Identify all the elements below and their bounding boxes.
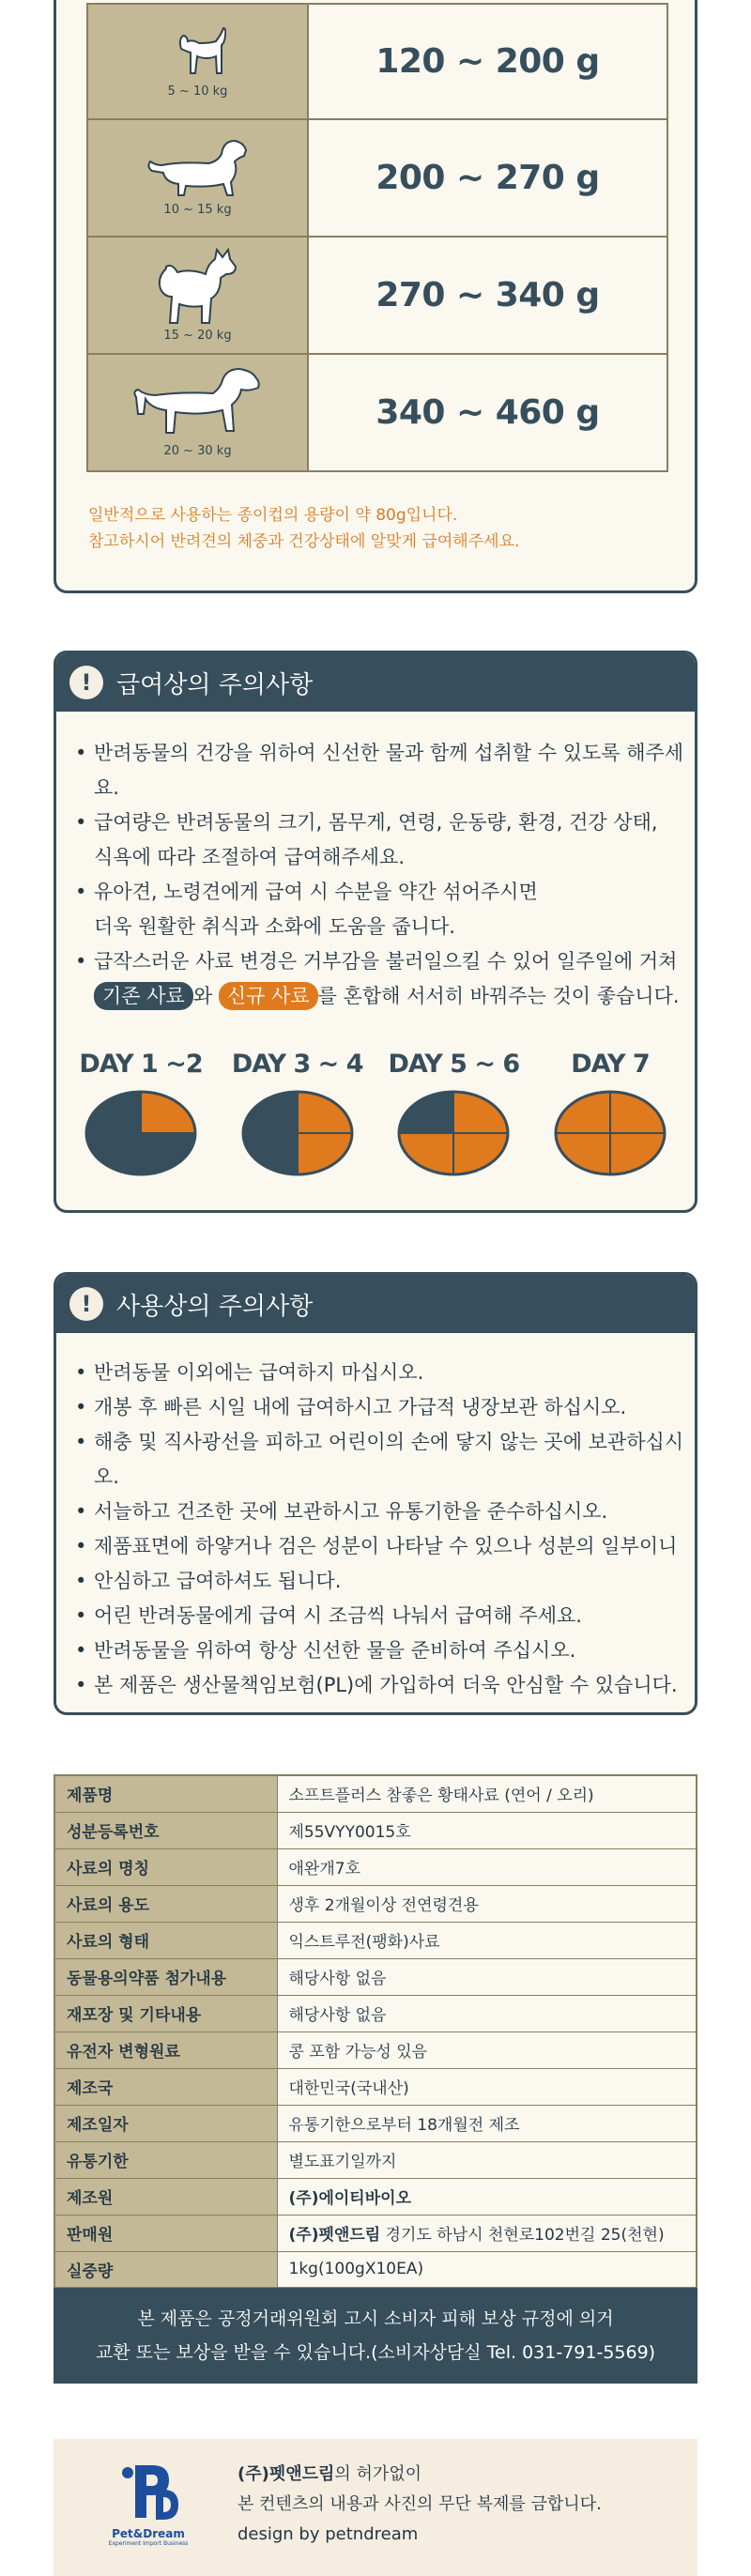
logo-text: Pet&Dream bbox=[112, 2527, 185, 2540]
info-key: 동물용의약품 첨가내용 bbox=[54, 1958, 277, 1995]
product-info-table bbox=[54, 1774, 697, 2289]
feeding-note-line: 일반적으로 사용하는 종이컵의 용량이 약 80g입니다. bbox=[88, 506, 458, 525]
feeding-row bbox=[86, 120, 668, 238]
transition-text: 를 혼합해 서서히 바꿔주는 것이 좋습니다. bbox=[317, 985, 680, 1007]
info-key: 판매원 bbox=[54, 2215, 277, 2251]
info-key: 유전자 변형원료 bbox=[54, 2032, 277, 2068]
mix-ratio-pie bbox=[552, 1088, 668, 1178]
day-label: DAY 5 ~ 6 bbox=[388, 1050, 520, 1079]
info-value: 별도표기일까지 bbox=[277, 2141, 697, 2178]
brand-logo bbox=[97, 2461, 200, 2547]
info-value: 유통기한으로부터 18개월전 제조 bbox=[277, 2105, 697, 2141]
info-key: 실중량 bbox=[54, 2251, 277, 2288]
caution-item: • 급작스러운 사료 변경은 거부감을 불러일으킬 수 있어 일주일에 거쳐 기존 사료 와 신규 사료 를 혼합해 서서히 바꿔주는 것이 좋습니다. bbox=[75, 944, 695, 1014]
copyright-line: design by petndream bbox=[238, 2524, 419, 2544]
table-row bbox=[54, 2068, 697, 2105]
caution-item: • 급여량은 반려동물의 크기, 몸무게, 연령, 운동량, 환경, 건강 상태, 식욕에 따라 조절하여 급여해주세요. bbox=[75, 805, 695, 875]
medium-large-dog-icon bbox=[153, 248, 243, 327]
info-value: 애완개7호 bbox=[277, 1848, 697, 1885]
mix-ratio-pie bbox=[395, 1088, 512, 1178]
day-label: DAY 7 bbox=[571, 1050, 650, 1079]
table-row bbox=[54, 2105, 697, 2141]
day-label: DAY 3 ~ 4 bbox=[231, 1050, 363, 1079]
info-key: 사료의 명칭 bbox=[54, 1848, 277, 1885]
feeding-note-line: 참고하시어 반려견의 체중과 건강상태에 알맞게 급여해주세요. bbox=[88, 532, 520, 551]
info-value: 생후 2개월이상 전연령견용 bbox=[277, 1885, 697, 1922]
info-value: 콩 포함 가능성 있음 bbox=[277, 2032, 697, 2068]
table-row bbox=[54, 1995, 697, 2032]
info-value: 제55VYY0015호 bbox=[277, 1812, 697, 1848]
dog-cell bbox=[88, 5, 309, 118]
feeding-amount: 120 ~ 200 g bbox=[376, 42, 600, 81]
usage-caution-card bbox=[54, 1272, 697, 1715]
pet-dream-logo-icon bbox=[115, 2461, 182, 2522]
copyright-band bbox=[54, 2439, 697, 2576]
old-food-badge: 기존 사료 bbox=[94, 982, 193, 1010]
card-header bbox=[56, 653, 695, 712]
copyright-text bbox=[238, 2460, 602, 2550]
table-row bbox=[54, 2178, 697, 2215]
mix-ratio-pie bbox=[83, 1088, 199, 1178]
info-key: 성분등록번호 bbox=[54, 1812, 277, 1848]
day-label: DAY 1 ~2 bbox=[79, 1050, 203, 1079]
card-title: 급여상의 주의사항 bbox=[116, 670, 314, 699]
feeding-row bbox=[86, 3, 668, 120]
feeding-table bbox=[86, 3, 668, 472]
compensation-line: 본 제품은 공정거래위원회 고시 소비자 피해 보상 규정에 의거 bbox=[137, 2308, 614, 2329]
info-value: (주)에이티바이오 bbox=[277, 2178, 697, 2215]
weight-label: 15 ~ 20 kg bbox=[163, 329, 232, 343]
info-value: 해당사항 없음 bbox=[277, 1958, 697, 1995]
table-row bbox=[54, 1885, 697, 1922]
table-row bbox=[54, 2141, 697, 2178]
day-item bbox=[544, 1050, 676, 1178]
info-value: 해당사항 없음 bbox=[277, 1995, 697, 2032]
feeding-caution-card bbox=[54, 651, 697, 1213]
day-item bbox=[75, 1050, 207, 1178]
feeding-row bbox=[86, 238, 668, 355]
caution-item: • 서늘하고 건조한 곳에 보관하시고 유통기한을 준수하십시오. bbox=[75, 1495, 695, 1529]
day-transition-chart bbox=[56, 1014, 695, 1178]
table-row bbox=[54, 2251, 697, 2288]
info-value: 익스트루전(팽화)사료 bbox=[277, 1922, 697, 1958]
info-key: 사료의 용도 bbox=[54, 1885, 277, 1922]
info-value: (주)펫앤드림 경기도 하남시 천현로102번길 25(천현) bbox=[277, 2215, 697, 2251]
caution-item: • 반려동물 이외에는 급여하지 마십시오. bbox=[75, 1356, 695, 1390]
new-food-badge: 신규 사료 bbox=[219, 982, 318, 1010]
info-key: 사료의 형태 bbox=[54, 1922, 277, 1958]
info-key: 유통기한 bbox=[54, 2141, 277, 2178]
weight-label: 20 ~ 30 kg bbox=[163, 444, 232, 458]
caution-item: • 안심하고 급여하셔도 됩니다. bbox=[75, 1564, 695, 1599]
info-key: 제조일자 bbox=[54, 2105, 277, 2141]
dog-cell bbox=[88, 238, 309, 353]
info-key: 제조원 bbox=[54, 2178, 277, 2215]
feeding-row bbox=[86, 355, 668, 472]
dog-cell bbox=[88, 355, 309, 470]
compensation-line: 교환 또는 보상을 받을 수 있습니다.(소비자상담실 Tel. 031-791-5569) bbox=[95, 2342, 656, 2363]
weight-label: 10 ~ 15 kg bbox=[163, 203, 232, 217]
info-value: 대한민국(국내산) bbox=[277, 2068, 697, 2105]
feeding-amount: 200 ~ 270 g bbox=[376, 159, 600, 197]
weight-label: 5 ~ 10 kg bbox=[167, 84, 228, 99]
dog-cell bbox=[88, 120, 309, 236]
caution-item: • 반려동물을 위하여 항상 신선한 물을 준비하여 주십시오. bbox=[75, 1633, 695, 1668]
alert-icon: ! bbox=[69, 1287, 103, 1321]
copyright-line: (주)펫앤드림의 허가없이 bbox=[238, 2464, 422, 2484]
table-row bbox=[54, 2032, 697, 2068]
feeding-amount: 270 ~ 340 g bbox=[376, 276, 600, 314]
alert-icon: ! bbox=[69, 666, 103, 699]
mix-ratio-pie bbox=[239, 1088, 356, 1178]
day-item bbox=[232, 1050, 363, 1178]
caution-item: • 어린 반려동물에게 급여 시 조금씩 나눠서 급여해 주세요. bbox=[75, 1599, 695, 1633]
feeding-amount: 340 ~ 460 g bbox=[376, 393, 600, 432]
day-item bbox=[388, 1050, 519, 1178]
copyright-line: 본 컨텐츠의 내용과 사진의 무단 복제를 금합니다. bbox=[238, 2494, 602, 2514]
table-row bbox=[54, 1775, 697, 1812]
feeding-caution-list bbox=[56, 712, 695, 1014]
card-title: 사용상의 주의사항 bbox=[116, 1292, 314, 1321]
info-key: 재포장 및 기타내용 bbox=[54, 1995, 277, 2032]
usage-caution-list bbox=[56, 1333, 695, 1703]
caution-item: • 제품표면에 하얗거나 검은 성분이 나타날 수 있으나 성분의 일부이니 bbox=[75, 1529, 695, 1564]
info-value: 1kg(100gX10EA) bbox=[277, 2251, 697, 2288]
caution-item: • 해충 및 직사광선을 피하고 어린이의 손에 닿지 않는 곳에 보관하십시오. bbox=[75, 1425, 695, 1495]
info-key: 제품명 bbox=[54, 1775, 277, 1812]
compensation-notice bbox=[54, 2288, 697, 2384]
medium-dog-icon bbox=[146, 139, 250, 201]
logo-subtext: Experiment Import Business bbox=[108, 2540, 189, 2547]
feeding-amount-card bbox=[54, 0, 697, 593]
info-key: 제조국 bbox=[54, 2068, 277, 2105]
table-row bbox=[54, 1812, 697, 1848]
card-header bbox=[56, 1275, 695, 1333]
caution-item: • 유아견, 노령견에게 급여 시 수분을 약간 섞어주시면 더욱 원활한 취식과 소화에 도움을 줍니다. bbox=[75, 875, 695, 944]
table-row bbox=[54, 1922, 697, 1958]
small-dog-icon bbox=[170, 24, 226, 83]
large-dog-icon bbox=[132, 367, 264, 442]
caution-item: • 본 제품은 생산물책임보험(PL)에 가입하여 더욱 안심할 수 있습니다. bbox=[75, 1668, 695, 1703]
connector-text: 와 bbox=[192, 985, 213, 1007]
table-row bbox=[54, 2215, 697, 2251]
caution-item: • 개봉 후 빠른 시일 내에 급여하시고 가급적 냉장보관 하십시오. bbox=[75, 1390, 695, 1425]
table-row bbox=[54, 1848, 697, 1885]
feeding-note bbox=[88, 502, 519, 555]
info-value: 소프트플러스 참좋은 황태사료 (연어 / 오리) bbox=[277, 1775, 697, 1812]
caution-item: • 반려동물의 건강을 위하여 신선한 물과 함께 섭취할 수 있도록 해주세요. bbox=[75, 736, 695, 805]
table-row bbox=[54, 1958, 697, 1995]
